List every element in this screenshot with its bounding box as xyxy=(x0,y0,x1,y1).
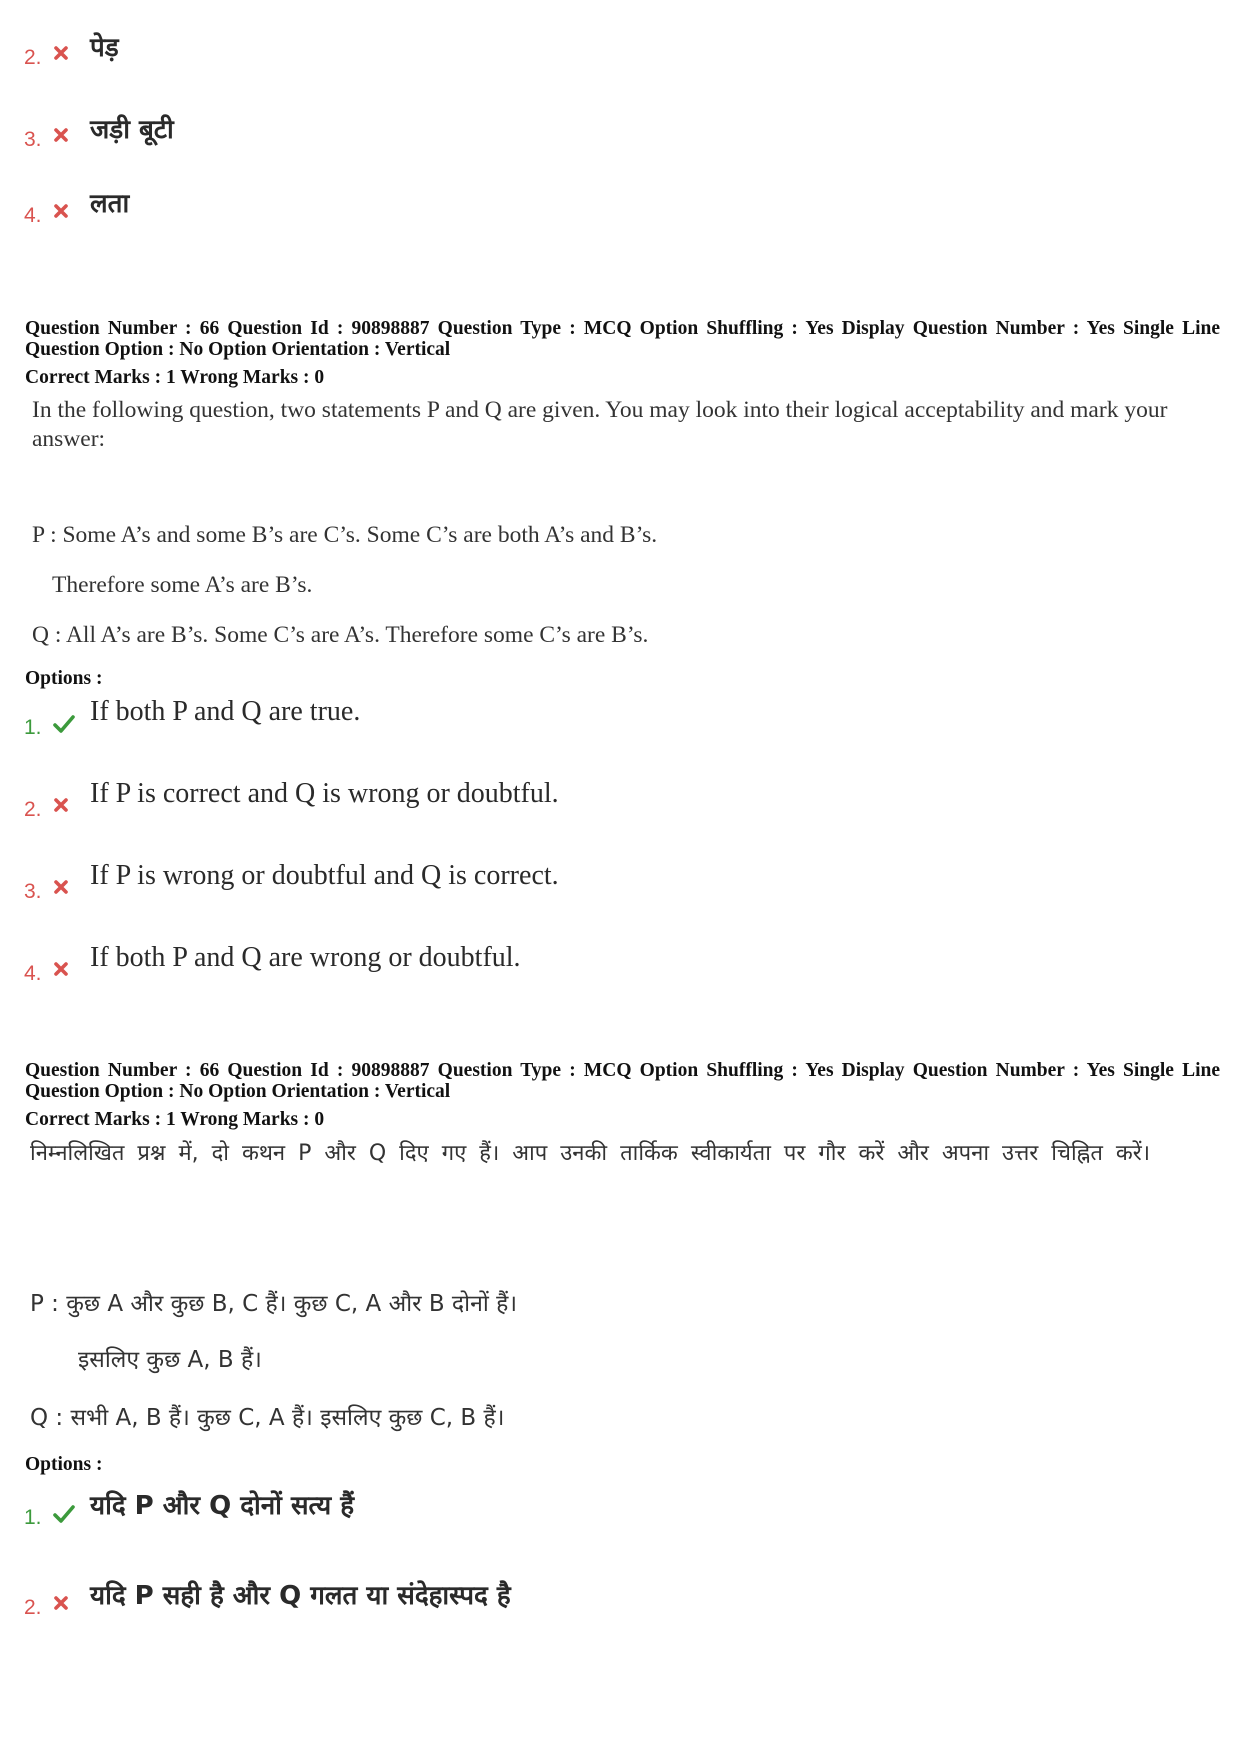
cross-icon xyxy=(52,1594,70,1612)
option-number: 1. xyxy=(24,1506,42,1529)
statement-p: P : कुछ A और कुछ B, C हैं। कुछ C, A और B दोनों हैं। xyxy=(30,1291,518,1317)
question-stem: In the following question, two statements P and Q are given. You may look into their logical acceptability and mark your answer: xyxy=(32,397,1168,452)
option-number: 3. xyxy=(24,880,42,903)
option-number: 4. xyxy=(24,204,42,227)
option-number: 2. xyxy=(24,798,42,821)
cross-icon xyxy=(52,878,70,896)
option-row xyxy=(0,778,1240,832)
option-text: If P is correct and Q is wrong or doubtful. xyxy=(90,778,559,809)
check-icon xyxy=(52,1504,76,1524)
option-text: If both P and Q are true. xyxy=(90,696,361,727)
question-marks: Correct Marks : 1 Wrong Marks : 0 xyxy=(25,1109,325,1130)
option-row xyxy=(0,30,1240,80)
option-number: 4. xyxy=(24,962,42,985)
options-label: Options : xyxy=(25,1454,103,1475)
statement-p-conclusion: इसलिए कुछ A, B हैं। xyxy=(78,1347,262,1373)
cross-icon xyxy=(52,44,70,62)
option-text: If both P and Q are wrong or doubtful. xyxy=(90,942,521,973)
question-meta: Question Number : 66 Question Id : 90898887 Question Type : MCQ Option Shuffling : Yes Display Question Number : Yes Single Line Question Option : No Option Orientation : Vertical xyxy=(25,318,1220,360)
check-icon xyxy=(52,714,76,734)
option-row xyxy=(0,696,1240,750)
option-text: पेड़ xyxy=(90,33,119,63)
option-number: 2. xyxy=(24,46,42,69)
statement-q: Q : सभी A, B हैं। कुछ C, A हैं। इसलिए कुछ C, B हैं। xyxy=(30,1405,505,1431)
statement-p: P : Some A’s and some B’s are C’s. Some C’s are both A’s and B’s. xyxy=(32,522,658,548)
option-row xyxy=(0,942,1240,996)
cross-icon xyxy=(52,202,70,220)
option-text: लता xyxy=(90,189,130,219)
option-number: 1. xyxy=(24,716,42,739)
cross-icon xyxy=(52,960,70,978)
option-text: यदि P सही है और Q गलत या संदेहास्पद है xyxy=(90,1581,511,1611)
options-label: Options : xyxy=(25,668,103,689)
question-meta: Question Number : 66 Question Id : 90898887 Question Type : MCQ Option Shuffling : Yes Display Question Number : Yes Single Line Question Option : No Option Orientation : Vertical xyxy=(25,1060,1220,1102)
cross-icon xyxy=(52,126,70,144)
question-stem: निम्नलिखित प्रश्न में, दो कथन P और Q दिए गए हैं। आप उनकी तार्किक स्वीकार्यता पर गौर करें और अपना उत्तर चिह्नित करें। xyxy=(30,1141,1151,1166)
option-row xyxy=(0,112,1240,162)
option-text: यदि P और Q दोनों सत्य हैं xyxy=(90,1491,355,1521)
option-text: जड़ी बूटी xyxy=(90,115,174,145)
option-row xyxy=(0,860,1240,914)
option-text: If P is wrong or doubtful and Q is correct. xyxy=(90,860,559,891)
question-marks: Correct Marks : 1 Wrong Marks : 0 xyxy=(25,367,325,388)
option-row xyxy=(0,1490,1240,1540)
option-row xyxy=(0,190,1240,240)
statement-p-conclusion: Therefore some A’s are B’s. xyxy=(52,572,313,598)
option-number: 2. xyxy=(24,1596,42,1619)
option-row xyxy=(0,1580,1240,1630)
option-number: 3. xyxy=(24,128,42,151)
statement-q: Q : All A’s are B’s. Some C’s are A’s. Therefore some C’s are B’s. xyxy=(32,622,649,648)
cross-icon xyxy=(52,796,70,814)
